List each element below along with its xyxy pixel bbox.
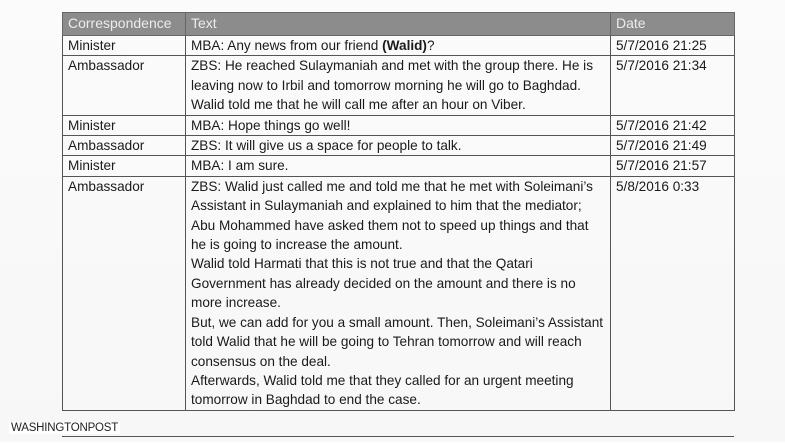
header-date: Date xyxy=(611,13,735,36)
date-cell: 5/7/2016 21:57 xyxy=(611,156,735,176)
correspondence-table xyxy=(62,12,735,411)
date-cell: 5/7/2016 21:25 xyxy=(611,36,735,56)
table-row xyxy=(63,156,735,176)
table-row xyxy=(63,36,735,56)
message-cell: ZBS: He reached Sulaymaniah and met with the group there. He is leaving now to Irbil and tomorrow morning he will go to Baghdad. Walid told me that he will call me after an hour on Viber. xyxy=(186,56,611,115)
sender-cell: Ambassador xyxy=(63,136,186,156)
message-cell: MBA: Hope things go well! xyxy=(186,115,611,135)
sender-cell: Ambassador xyxy=(63,176,186,410)
message-cell: ZBS: Walid just called me and told me that he met with Soleimani’s Assistant in Sulaymaniah and explained to him that the mediator; Abu Mohammed have asked them not to speed up things and that he is going to increase the amount. Walid told Harmati that this is not true and that the Qatari Government has already decided on the amount and there is no more increase. But, we can add for you a small amount. Then, Soleimani’s Assistant told Walid that he will be going to Tehran tomorrow and will reach consensus on the deal. Afterwards, Walid told me that they called for an urgent meeting tomorrow in Baghdad to end the case. xyxy=(186,176,611,410)
sender-cell: Ambassador xyxy=(63,56,186,115)
date-cell: 5/8/2016 0:33 xyxy=(611,176,735,410)
message-cell: ZBS: It will give us a space for people to talk. xyxy=(186,136,611,156)
table-row xyxy=(63,136,735,156)
date-cell: 5/7/2016 21:42 xyxy=(611,115,735,135)
date-cell: 5/7/2016 21:49 xyxy=(611,136,735,156)
table-row xyxy=(63,176,735,410)
date-cell: 5/7/2016 21:34 xyxy=(611,56,735,115)
table-row xyxy=(63,115,735,135)
message-text: MBA: Any news from our friend xyxy=(191,38,383,53)
sender-cell: Minister xyxy=(63,156,186,176)
message-cell: MBA: I am sure. xyxy=(186,156,611,176)
message-cell xyxy=(186,36,611,56)
header-correspondence: Correspondence xyxy=(63,13,186,36)
watermark-label: WASHINGTONPOST xyxy=(11,422,119,434)
sender-cell: Minister xyxy=(63,115,186,135)
sender-cell: Minister xyxy=(63,36,186,56)
message-text-suffix: ? xyxy=(426,38,435,53)
table-row xyxy=(63,56,735,115)
header-text: Text xyxy=(186,13,611,36)
message-bold-name: (Walid) xyxy=(382,38,427,53)
table-header-row xyxy=(63,13,735,36)
